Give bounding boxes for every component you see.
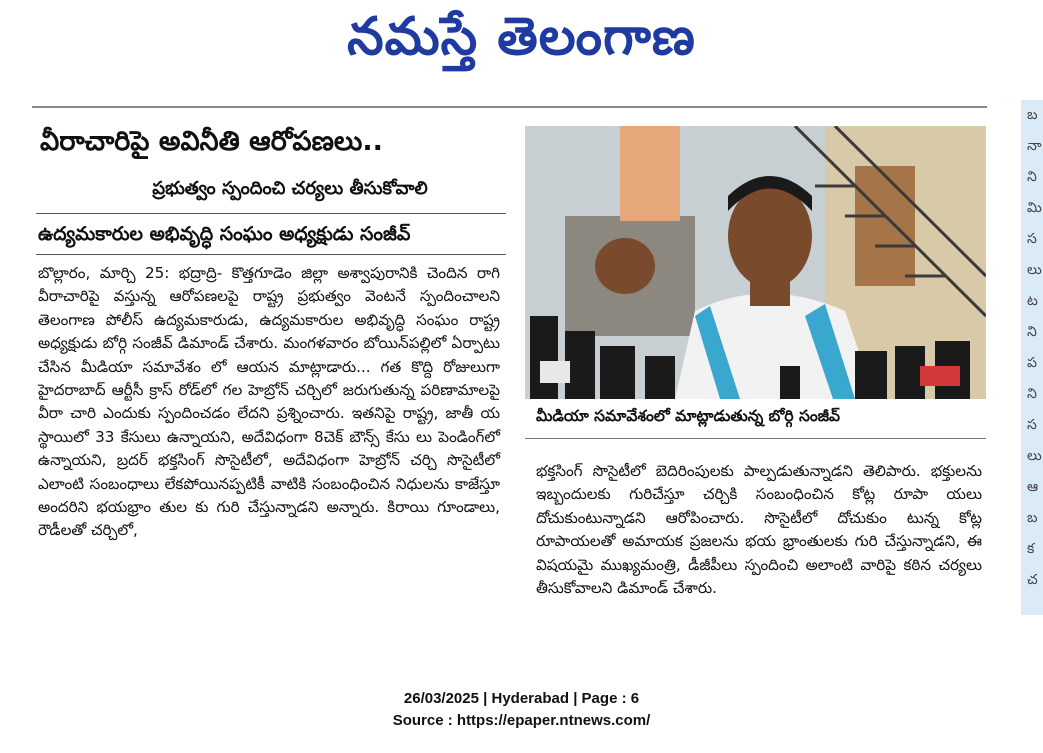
article-body-left-column bbox=[38, 262, 500, 543]
deck-divider-bottom bbox=[36, 254, 506, 255]
strip-fragment: స bbox=[1027, 417, 1037, 433]
strip-fragment: బ bbox=[1027, 510, 1038, 526]
top-divider bbox=[32, 106, 987, 108]
adjacent-article-strip bbox=[1021, 100, 1043, 615]
footer-source: Source : https://epaper.ntnews.com/ bbox=[392, 712, 651, 729]
masthead-logo: నమస్తే తెలంగాణ bbox=[347, 7, 696, 67]
caption-divider bbox=[525, 438, 986, 439]
strip-fragment: ప bbox=[1027, 355, 1037, 371]
strip-fragment: ని bbox=[1027, 324, 1037, 340]
speaker-photo-illustration bbox=[525, 126, 986, 399]
strip-fragment: లు bbox=[1027, 262, 1042, 278]
deck-divider-top bbox=[36, 213, 506, 214]
strip-fragment: ట bbox=[1027, 293, 1038, 309]
strip-fragment: స bbox=[1027, 231, 1037, 247]
article-deck: ఉద్యమకారుల అభివృద్ధి సంఘం అధ్యక్షుడు సంజీవ్ bbox=[38, 223, 411, 245]
article-headline: వీరాచారిపై అవినీతి ఆరోపణలు.. bbox=[40, 126, 383, 157]
footer-date-page: 26/03/2025 | Hyderabad | Page : 6 bbox=[403, 690, 640, 707]
strip-fragment: ని bbox=[1027, 386, 1037, 402]
strip-fragment: మి bbox=[1027, 200, 1042, 216]
strip-fragment: క bbox=[1027, 541, 1035, 557]
body-paragraph: బొల్లారం, మార్చి 25: భద్రాద్రి- కొత్తగూడెం జిల్లా అశ్వాపురానికి చెందిన రాగి వీరాచారిపై వస్తున్న ఆరోపణలపై రాష్ట్ర ప్రభుత్వం వెంటనే స్పందించాలని తెలంగాణ పోలీస్ ఉద్యమకారుడు, ఉద్యమకారుల అభివృద్ధి సంఘం రాష్ట్ర అధ్యక్షుడు బోర్గి సంజీవ్ డిమాండ్ చేశారు. మంగళవారం బోయిన్‌పల్లిలో ఏర్పాటు చేసిన మీడియా సమావేశం లో ఆయన మాట్లాడారు... గత కొద్ది రోజులుగా హైదరాబాద్ ఆర్టీసీ క్రాస్ రోడ్‌లో గల హెబ్రోన్ చర్చిలో జరుగుతున్న పరిణామాలపై వీరా చారి ఎందుకు స్పందించడం లేదని ప్రశ్నించారు. ఇతనిపై రాష్ట్ర, జాతీ య స్థాయిలో 33 కేసులు ఉన్నాయని, అదేవిధంగా 8చెక్ బౌన్స్ కేసు లు పెండింగ్‌లో ఉన్నాయని, బ్రదర్ భక్తసింగ్ సొసైటీలో, అదేవిధంగా హెబ్రోన్ చర్చి సొసైటీలో ఎలాంటి సంబంధాలు లేకపోయినప్పటికీ వాటికి సంబంధించిన నిధులను కాజేస్తూ అందరిని భయభ్రాం తుల కు గురి చేస్తున్నాడని అన్నారు. కిరాయి గూండాలు, రౌడీలతో చర్చిలో, bbox=[38, 264, 500, 540]
strip-fragment: నా bbox=[1027, 138, 1042, 154]
strip-fragment: లు bbox=[1027, 448, 1042, 464]
article-subheadline: ప్రభుత్వం స్పందించి చర్యలు తీసుకోవాలి bbox=[152, 178, 428, 199]
strip-fragment: ని bbox=[1027, 169, 1037, 185]
photo-caption: మీడియా సమావేశంలో మాట్లాడుతున్న బోర్గి సంజీవ్ bbox=[536, 407, 841, 425]
article-body-right-column bbox=[536, 460, 982, 600]
strip-fragment: చ bbox=[1027, 572, 1038, 588]
article-photo bbox=[525, 126, 986, 399]
body-paragraph: భక్తసింగ్ సొసైటీలో బెదిరింపులకు పాల్పడుతున్నాడని తెలిపారు. భక్తులను ఇబ్బందులకు గురిచేస్తూ చర్చికి సంబంధించిన కోట్ల రూపా యలు దోచుకుంటున్నాడని ఆరోపించారు. సొసైటీలో దోచుకుం టున్న కోట్ల రూపాయలతో అమాయక ప్రజలను భయ భ్రాంతులకు గురి చేస్తున్నాడని, ఈ విషయమై ముఖ్యమంత్రి, డీజీపీలు స్పందించి అలాంటి వారిపై కఠిన చర్యలు తీసుకోవాలని డిమాండ్ చేశారు. bbox=[536, 462, 982, 598]
strip-fragment: ఆ bbox=[1027, 479, 1039, 495]
strip-fragment: బ bbox=[1027, 107, 1038, 123]
